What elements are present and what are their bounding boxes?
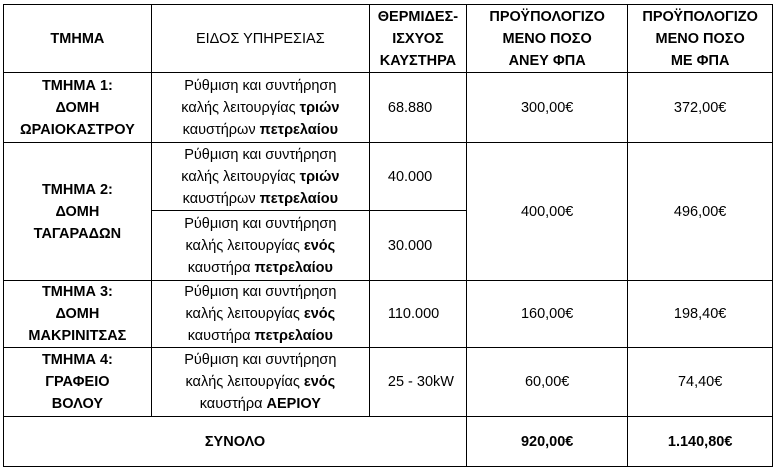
power-cell: 25 - 30kW: [369, 348, 466, 417]
gross-cell: 74,40€: [628, 348, 773, 417]
budget-table: [3, 4, 773, 467]
section-cell: ΤΜΗΜΑ 1: ΔΟΜΗ ΩΡΑΙΟΚΑΣΤΡΟΥ: [4, 73, 152, 143]
table-row: [4, 281, 773, 348]
service-cell: Ρύθμιση και συντήρηση καλής λειτουργίας τριών καυστήρων πετρελαίου: [151, 73, 369, 143]
section-cell: ΤΜΗΜΑ 4: ΓΡΑΦΕΙΟ ΒΟΛΟΥ: [4, 348, 152, 417]
header-power: ΘΕΡΜΙΔΕΣ- ΙΣΧΥΟΣ ΚΑΥΣΤΗΡΑ: [369, 5, 466, 73]
table-row: [4, 348, 773, 417]
header-row: [4, 5, 773, 73]
table-row: [4, 73, 773, 143]
power-cell: 30.000: [369, 211, 466, 281]
gross-cell: 496,00€: [628, 143, 773, 281]
header-gross: ΠΡΟΫΠΟΛΟΓΙΖΟ ΜΕΝΟ ΠΟΣΟ ΜΕ ΦΠΑ: [628, 5, 773, 73]
net-cell: 160,00€: [467, 281, 628, 348]
header-section: ΤΜΗΜΑ: [4, 5, 152, 73]
net-cell: 300,00€: [467, 73, 628, 143]
totals-row: [4, 417, 773, 467]
gross-cell: 372,00€: [628, 73, 773, 143]
service-cell: Ρύθμιση και συντήρηση καλής λειτουργίας ενός καυστήρα πετρελαίου: [151, 211, 369, 281]
totals-label: ΣΥΝΟΛΟ: [4, 417, 467, 467]
power-cell: 40.000: [369, 143, 466, 211]
service-cell: Ρύθμιση και συντήρηση καλής λειτουργίας ενός καυστήρα ΑΕΡΙΟΥ: [151, 348, 369, 417]
service-cell: Ρύθμιση και συντήρηση καλής λειτουργίας τριών καυστήρων πετρελαίου: [151, 143, 369, 211]
totals-gross: 1.140,80€: [628, 417, 773, 467]
power-cell: 68.880: [369, 73, 466, 143]
service-cell: Ρύθμιση και συντήρηση καλής λειτουργίας ενός καυστήρα πετρελαίου: [151, 281, 369, 348]
section-cell: ΤΜΗΜΑ 2: ΔΟΜΗ ΤΑΓΑΡΑΔΩΝ: [4, 143, 152, 281]
section-cell: ΤΜΗΜΑ 3: ΔΟΜΗ ΜΑΚΡΙΝΙΤΣΑΣ: [4, 281, 152, 348]
gross-cell: 198,40€: [628, 281, 773, 348]
table-row: [4, 143, 773, 211]
power-cell: 110.000: [369, 281, 466, 348]
header-net: ΠΡΟΫΠΟΛΟΓΙΖΟ ΜΕΝΟ ΠΟΣΟ ΑΝΕΥ ΦΠΑ: [467, 5, 628, 73]
net-cell: 60,00€: [467, 348, 628, 417]
totals-net: 920,00€: [467, 417, 628, 467]
header-service: ΕΙΔΟΣ ΥΠΗΡΕΣΙΑΣ: [151, 5, 369, 73]
net-cell: 400,00€: [467, 143, 628, 281]
